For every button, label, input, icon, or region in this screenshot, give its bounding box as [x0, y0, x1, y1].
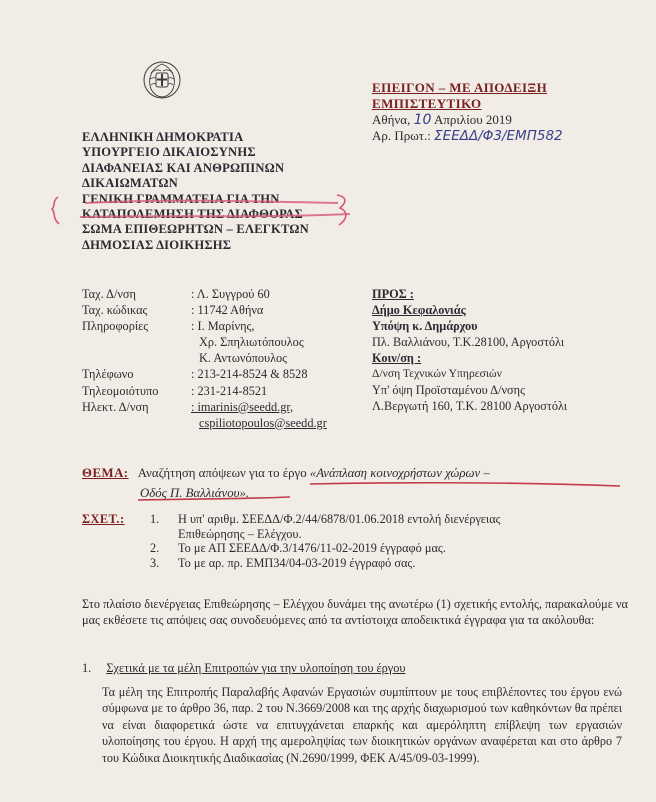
references-label: ΣΧΕΤ.: [82, 512, 125, 526]
cc-line: Δ/νση Τεχνικών Υπηρεσιών [372, 367, 502, 380]
subject-text: Αναζήτηση απόψεων για το έργο [137, 466, 307, 480]
subject-project: «Ανάπλαση κοινοχρήστων χώρων – [309, 466, 490, 480]
handwritten-protocol-number: ΣΕΕΔΔ/Φ3/ΕΜΠ582 [434, 128, 563, 145]
section-1-heading: 1. Σχετικά με τα μέλη Επιτροπών για την υλοποίηση του έργου [82, 661, 406, 675]
urgency-line: ΕΠΕΙΓΟΝ – ΜΕ ΑΠΟΔΕΙΞΗ [372, 80, 548, 95]
ministry-line: ΔΙΚΑΙΩΜΑΤΩΝ [82, 176, 178, 191]
ministry-line: ΥΠΟΥΡΓΕΙΟ ΔΙΚΑΙΟΣΥΝΗΣ [82, 145, 256, 160]
contact-details [82, 286, 327, 431]
contact-label: Τηλέφωνο [82, 367, 134, 382]
cc-label: Κοιν/ση : [372, 351, 422, 365]
recipient-name: Δήμο Κεφαλονιάς [372, 303, 466, 317]
contact-row-address [82, 286, 327, 302]
contact-label: Τηλεομοιότυπο [82, 383, 159, 398]
recipient-attention: Υπόψη κ. Δημάρχου [372, 319, 478, 333]
email-link[interactable]: cspiliotopoulos@seedd.gr [199, 415, 327, 430]
ministry-line: ΓΕΝΙΚΗ ΓΡΑΜΜΑΤΕΙΑ ΓΙΑ ΤΗΝ [82, 191, 280, 206]
contact-label: Πληροφορίες [82, 319, 149, 334]
pen-underline-mark [130, 474, 620, 502]
contact-value: Κ. Αντωνόπουλος [199, 351, 288, 366]
contact-value: : 11742 Αθήνα [191, 303, 264, 318]
contact-row-info [82, 318, 327, 366]
contact-value: : Ι. Μαρίνης, [191, 319, 255, 334]
references-block: ΣΧΕΤ.: 1. Η υπ' αριθμ. ΣΕΕΔΔ/Φ.2/44/6878/01.06.2018 εντολή διενέργειας Επιθεώρησης – Ελέγχου. 2. Το με ΑΠ ΣΕΕΔΔ/Φ.3/1476/11-02-2019 έγγραφό μας. 3. Το με αρ. πρ. ΕΜΠ34/04-03-2019 έγγραφό σας. [82, 512, 501, 571]
email-link[interactable]: : imarinis@seedd.gr, [191, 399, 294, 414]
contact-label: Ηλεκτ. Δ/νση [82, 399, 149, 414]
pen-highlight-mark [50, 193, 352, 227]
ministry-line: ΣΩΜΑ ΕΠΙΘΕΩΡΗΤΩΝ – ΕΛΕΓΚΤΩΝ [82, 222, 309, 237]
contact-value: : Λ. Συγγρού 60 [191, 287, 270, 301]
to-label: ΠΡΟΣ : [372, 287, 414, 301]
confidential-line: ΕΜΠΙΣΤΕΥΤΙΚΟ [372, 95, 482, 111]
contact-value: : 231-214-8521 [191, 383, 268, 398]
subject-label: ΘΕΜΑ: [82, 466, 129, 480]
cc-line: Λ.Βεργωτή 160, Τ.Κ. 28100 Αργοστόλι [372, 399, 568, 413]
ministry-line: ΔΙΑΦΑΝΕΙΑΣ ΚΑΙ ΑΝΘΡΩΠΙΝΩΝ [82, 160, 285, 175]
ministry-line: ΚΑΤΑΠΟΛΕΜΗΣΗ ΤΗΣ ΔΙΑΦΘΟΡΑΣ [82, 207, 303, 222]
contact-row-email [82, 399, 327, 431]
ministry-line: ΕΛΛΗΝΙΚΗ ΔΗΜΟΚΡΑΤΙΑ [82, 130, 244, 144]
ministry-header [82, 130, 309, 253]
section-1-paragraph: Τα μέλη της Επιτροπής Παραλαβής Αφανών Εργασιών συμπίπτουν με τους επιβλέποντες του έργου ενώ σύμφωνα με το άρθρο 36, παρ. 2 του Ν.3669/2008 και της αρχής διαχωρισμού των καθηκόντων θα πρέπει να είναι διαφορετικά ώστε να επιτυγχάνεται επαρκής και αμερόληπτη επίβλεψη των εργασιών υλοποίησης του έργου. Η αρχή της αμεροληψίας των διοικητικών οργάνων αναφέρεται και στο άρθρο 7 του Κώδικα Διοικητικής Διαδικασίας (Ν.2690/1999, ΦΕΚ Α/45/09-03-1999). [102, 685, 622, 765]
ministry-line: ΔΗΜΟΣΙΑΣ ΔΙΟΙΚΗΣΗΣ [82, 237, 232, 252]
contact-row-postcode [82, 302, 327, 318]
handwritten-day: 10 [413, 111, 432, 128]
date-line: Αθήνα, 10 Απριλίου 2019 [372, 111, 512, 128]
greek-coat-of-arms-icon [142, 60, 182, 100]
contact-value: Χρ. Σπηλιωτόπουλος [199, 335, 304, 350]
contact-label: Ταχ. κώδικας [82, 303, 148, 318]
cc-line: Υπ' όψη Προϊσταμένου Δ/νσης [372, 383, 525, 397]
protocol-line: Αρ. Πρωτ.: ΣΕΕΔΔ/Φ3/ΕΜΠ582 [372, 128, 563, 145]
contact-row-fax [82, 383, 327, 399]
recipient-block [372, 286, 567, 414]
recipient-address: Πλ. Βαλλιάνου, Τ.Κ.28100, Αργοστόλι [372, 335, 565, 349]
contact-value: : 213-214-8524 & 8528 [191, 367, 308, 382]
subject-project-continued: Οδός Π. Βαλλιάνου». [140, 486, 250, 500]
delivery-and-date-block [372, 80, 563, 145]
intro-paragraph: Στο πλαίσιο διενέργειας Επιθεώρησης – Ελέγχου δυνάμει της ανωτέρω (1) σχετικής εντολής, παρακαλούμε να μας εκθέσετε τις απόψεις σας συνοδευόμενες από τα αντίστοιχα αποδεικτικά έγγραφα για τα ακόλουθα: [82, 597, 628, 628]
contact-label: Ταχ. Δ/νση [82, 287, 136, 301]
contact-row-phone [82, 366, 327, 382]
